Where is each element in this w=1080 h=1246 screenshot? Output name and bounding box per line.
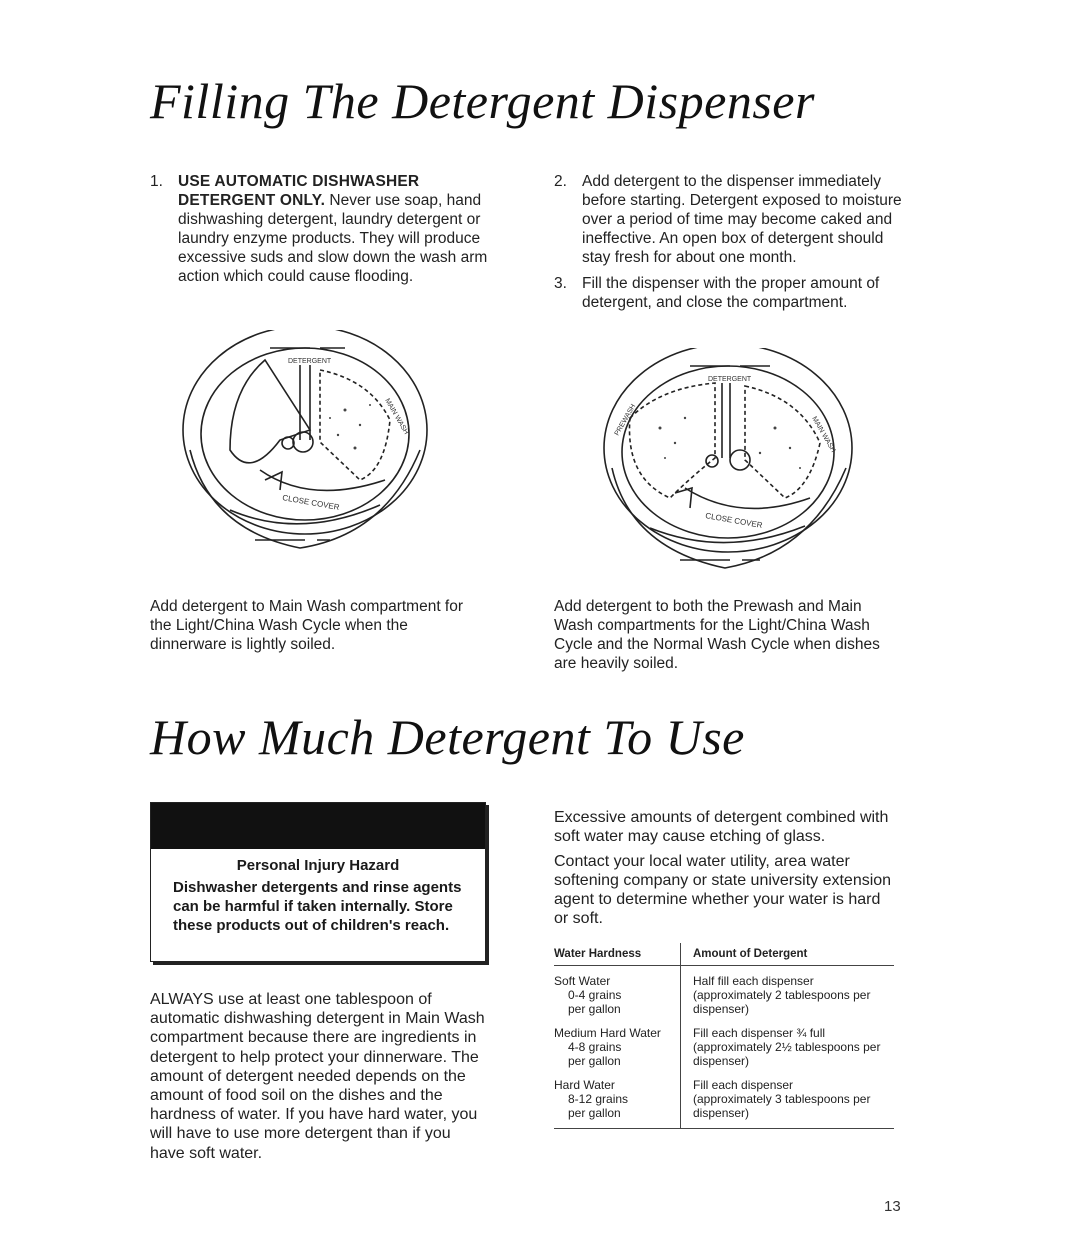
hardness-grains: 4-8 grains — [568, 1040, 622, 1054]
hardness-unit: per gallon — [568, 1054, 621, 1068]
body-excessive: Excessive amounts of detergent combined with soft water may cause etching of glass. — [554, 809, 889, 845]
warning-box — [150, 802, 486, 962]
header-water-hardness: Water Hardness — [554, 943, 681, 966]
section-title-filling: Filling The Detergent Dispenser — [150, 73, 815, 129]
page-number: 13 — [884, 1198, 901, 1215]
header-amount-detergent: Amount of Detergent — [681, 943, 895, 966]
cell-hardness — [554, 1018, 681, 1070]
water-hardness-table — [554, 943, 894, 1129]
caption-right: Add detergent to both the Prewash and Main Wash compartments for the Light/China Wash Cycle and the Normal Wash Cycle when dishes are heavily soiled. — [554, 598, 880, 672]
table-row — [554, 966, 894, 1019]
amount-text: Half fill each dispenser — [693, 974, 814, 988]
hardness-unit: per gallon — [568, 1002, 621, 1016]
cell-hardness — [554, 966, 681, 1019]
body-contact: Contact your local water utility, area water softening company or state university extension agent to determine whether your water is hard or soft. — [554, 853, 892, 927]
label-close-cover: CLOSE COVER — [281, 493, 341, 513]
hardness-unit: per gallon — [568, 1106, 621, 1120]
dispenser-prewash-main-wash-illustration — [590, 348, 860, 578]
amount-text: Fill each dispenser ¾ full — [693, 1026, 826, 1040]
step-text: Add detergent to the dispenser immediately before starting. Detergent exposed to moisture over a period of time may become caked and ineffective. An open box of detergent should stay fresh for about one month. — [582, 173, 902, 266]
warning-heading: Personal Injury Hazard — [236, 857, 400, 874]
table-row — [554, 1018, 894, 1070]
step-bold-text: USE AUTOMATIC DISHWASHER DETERGENT ONLY. — [178, 173, 420, 209]
hardness-name: Soft Water — [554, 974, 611, 988]
step-number: 2. — [554, 173, 567, 190]
hardness-name: Medium Hard Water — [554, 1026, 661, 1040]
section-title-how-much: How Much Detergent To Use — [150, 709, 745, 765]
label-main-wash: MAIN WASH — [810, 415, 837, 454]
body-always: ALWAYS use at least one tablespoon of automatic dishwashing detergent in Main Wash compartment because there are ingredients in detergent to help protect your dinnerware. The amount of detergent needed depends on the amount of food soil on the dishes and the hardness of water. If you have hard water, you will have to use more detergent than if you have soft water. — [150, 991, 485, 1162]
steps-right — [554, 172, 902, 312]
label-main-wash: MAIN WASH — [383, 397, 410, 436]
warning-text: Dishwasher detergents and rinse agents can be harmful if taken internally. Store these products out of children's reach. — [173, 879, 462, 934]
caption-left: Add detergent to Main Wash compartment for the Light/China Wash Cycle when the dinnerware is lightly soiled. — [150, 598, 464, 653]
amount-note: (approximately 3 tablespoons per dispenser) — [693, 1092, 871, 1120]
step-3 — [554, 274, 902, 312]
cell-amount — [681, 966, 895, 1019]
label-detergent: DETERGENT — [708, 376, 752, 383]
step-number: 1. — [150, 173, 163, 190]
warning-bar — [151, 803, 485, 849]
amount-note: (approximately 2½ tablespoons per dispenser) — [693, 1040, 881, 1068]
hardness-grains: 0-4 grains — [568, 988, 622, 1002]
cell-amount — [681, 1070, 895, 1129]
label-prewash: PREWASH — [613, 403, 638, 437]
step-text: Fill the dispenser with the proper amount of detergent, and close the compartment. — [582, 275, 880, 311]
table-row — [554, 1070, 894, 1129]
amount-note: (approximately 2 tablespoons per dispenser) — [693, 988, 871, 1016]
step-text: Never use soap, hand dishwashing detergent, laundry detergent or laundry enzyme products. They will produce excessive suds and slow down the wash arm action which could cause flooding. — [178, 192, 488, 285]
hardness-name: Hard Water — [554, 1078, 615, 1092]
label-detergent: DETERGENT — [288, 358, 332, 365]
table-header-row — [554, 943, 894, 966]
amount-text: Fill each dispenser — [693, 1078, 794, 1092]
step-number: 3. — [554, 275, 567, 292]
cell-amount — [681, 1018, 895, 1070]
step-1 — [150, 172, 490, 286]
cell-hardness — [554, 1070, 681, 1129]
hardness-grains: 8-12 grains — [568, 1092, 629, 1106]
dispenser-main-wash-illustration — [170, 330, 430, 560]
label-close-cover: CLOSE COVER — [704, 511, 764, 531]
step-2 — [554, 172, 902, 267]
